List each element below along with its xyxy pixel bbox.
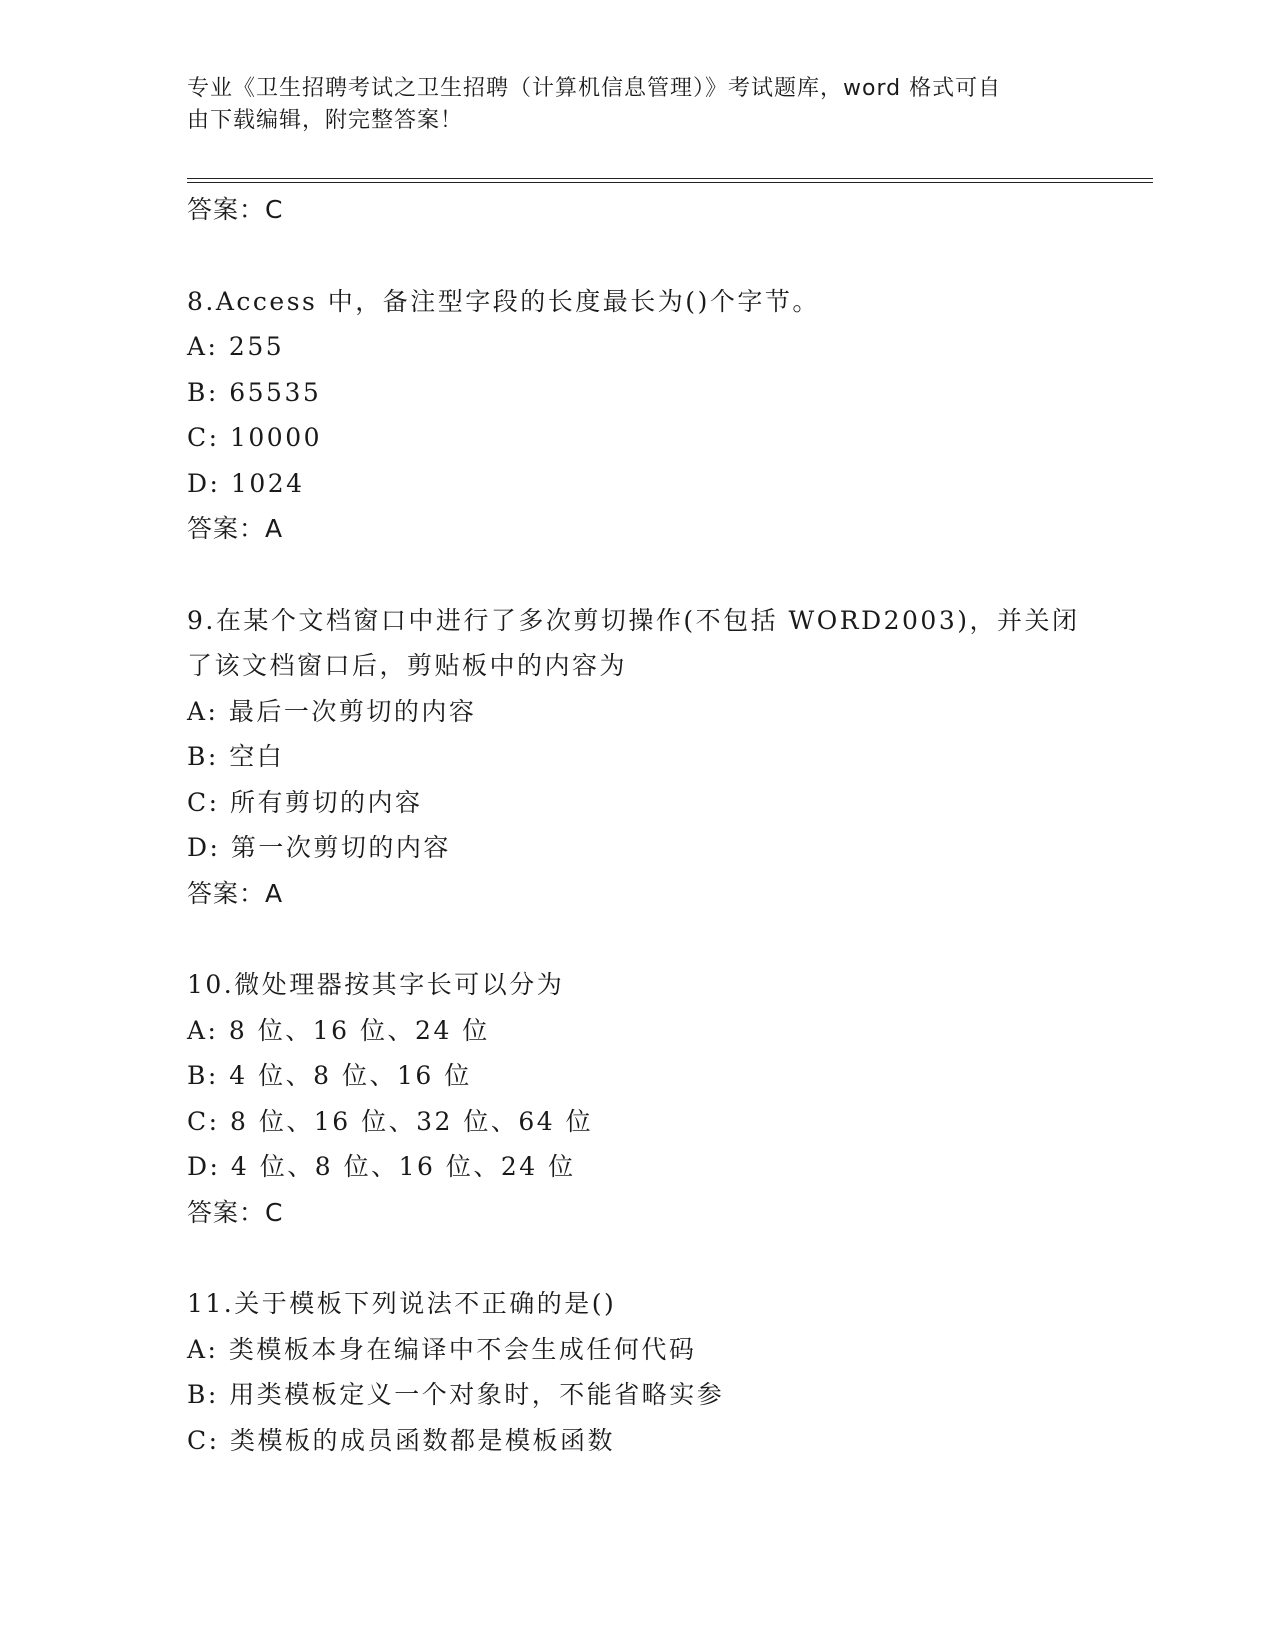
- question-10-option-a: A: 8 位、16 位、24 位: [187, 1015, 490, 1045]
- document-header: [187, 73, 1067, 137]
- question-8-option-c: C: 10000: [187, 423, 323, 452]
- header-divider-top: [187, 178, 1153, 179]
- spacer: [187, 1235, 1087, 1281]
- question-10-option-d: D: 4 位、8 位、16 位、24 位: [187, 1152, 576, 1181]
- question-10-answer: 答案：C: [187, 1197, 284, 1227]
- question-9-answer: 答案：A: [187, 878, 284, 908]
- question-9-title-line-1: 9.在某个文档窗口中进行了多次剪切操作(不包括 WORD2003)，并关闭: [187, 605, 1080, 635]
- question-list: [187, 187, 1087, 1463]
- question-8-option-d: D: 1024: [187, 468, 305, 498]
- question-11-option-a: A: 类模板本身在编译中不会生成任何代码: [187, 1334, 697, 1364]
- question-10-option-c: C: 8 位、16 位、32 位、64 位: [187, 1106, 594, 1136]
- header-line-2: 由下载编辑，附完整答案！: [187, 108, 464, 133]
- spacer: [187, 233, 1087, 279]
- question-9-option-c: C: 所有剪切的内容: [187, 787, 423, 817]
- question-8-answer: 答案：A: [187, 514, 284, 543]
- question-9-option-a: A: 最后一次剪切的内容: [187, 696, 477, 726]
- question-11-title: 11.关于模板下列说法不正确的是(): [187, 1289, 617, 1318]
- spacer: [187, 552, 1087, 598]
- question-11-option-b: B: 用类模板定义一个对象时，不能省略实参: [187, 1380, 725, 1409]
- question-10: [187, 962, 1087, 1235]
- previous-question-answer: 答案：C: [187, 195, 284, 224]
- question-8: [187, 279, 1087, 552]
- spacer: [187, 916, 1087, 962]
- question-11-option-c: C: 类模板的成员函数都是模板函数: [187, 1425, 615, 1455]
- header-divider-bottom: [187, 182, 1153, 183]
- question-10-option-b: B: 4 位、8 位、16 位: [187, 1061, 472, 1090]
- question-9-title-line-2: 了该文档窗口后，剪贴板中的内容为: [187, 651, 628, 680]
- question-9-option-b: B: 空白: [187, 742, 285, 771]
- header-line-1: 专业《卫生招聘考试之卫生招聘（计算机信息管理）》考试题库，word 格式可自: [187, 76, 1002, 101]
- question-11: [187, 1281, 1087, 1463]
- question-8-option-a: A: 255: [187, 332, 285, 361]
- question-10-title: 10.微处理器按其字长可以分为: [187, 970, 565, 999]
- question-8-title: 8.Access 中，备注型字段的长度最长为()个字节。: [187, 286, 820, 316]
- question-9-option-d: D: 第一次剪切的内容: [187, 833, 451, 862]
- question-9: [187, 598, 1087, 917]
- question-8-option-b: B: 65535: [187, 377, 322, 407]
